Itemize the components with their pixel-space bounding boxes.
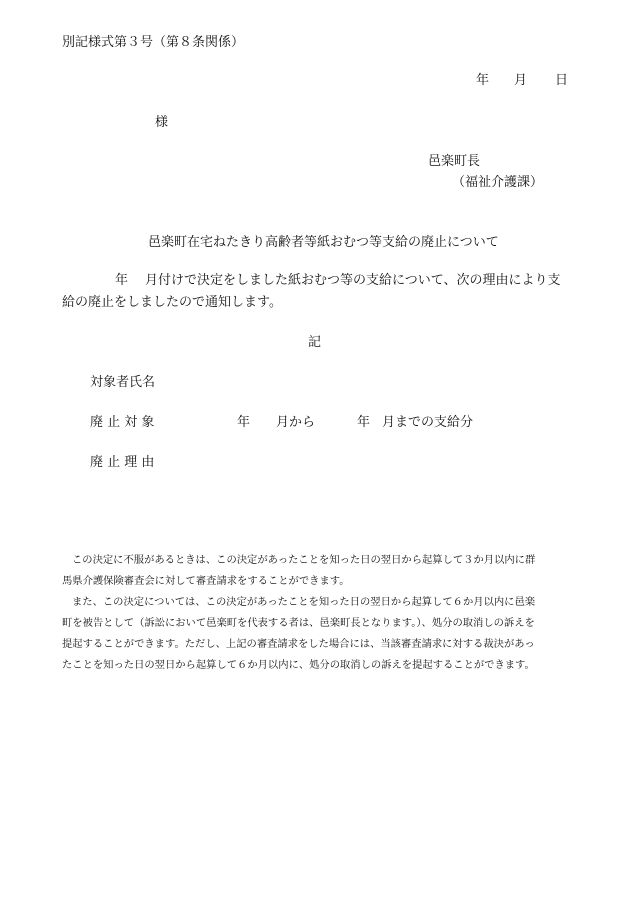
ki-mark: 記 bbox=[308, 335, 322, 350]
target-from-year: 年 bbox=[237, 415, 251, 430]
date-year: 年 bbox=[476, 73, 490, 88]
notice-para2-line4: たことを知った日の翌日から起算して６か月以内に、処分の取消しの訴えを提起することができます。 bbox=[62, 659, 535, 671]
notice-para2-line3: 提起することができます。ただし、上記の審査請求をした場合には、当該審査請求に対する裁決があっ bbox=[62, 638, 535, 650]
notice-para2-line1: また、この決定については、この決定があったことを知った日の翌日から起算して６か月以内に邑楽 bbox=[72, 596, 536, 608]
notice-para2-line2: 町を被告として（訴訟において邑楽町を代表する者は、邑楽町長となります。）、処分の取消しの訴えを bbox=[62, 617, 535, 629]
notice-para1-line1: この決定に不服があるときは、この決定があったことを知った日の翌日から起算して３か月以内に群 bbox=[72, 554, 536, 566]
document-title: 邑楽町在宅ねたきり高齢者等紙おむつ等支給の廃止について bbox=[148, 235, 499, 250]
abolition-reason-label: 廃 止 理 由 bbox=[90, 455, 155, 470]
issuer-department: （福祉介護課） bbox=[452, 175, 544, 190]
form-number: 別記様式第３号（第８条関係） bbox=[62, 35, 245, 50]
notice-para1-line2: 馬県介護保険審査会に対して審査請求をすることができます。 bbox=[62, 575, 350, 587]
target-until-month: 月までの支給分 bbox=[382, 415, 474, 430]
subject-name-label: 対象者氏名 bbox=[90, 375, 156, 390]
appeal-notice bbox=[62, 550, 574, 676]
date-day: 日 bbox=[555, 73, 569, 88]
body-line-2: 給の廃止をしましたので通知します。 bbox=[62, 295, 282, 310]
target-from-month: 月から bbox=[276, 415, 316, 430]
body-year: 年 bbox=[115, 273, 129, 288]
abolition-target-label: 廃 止 対 象 bbox=[90, 415, 155, 430]
issuer-title: 邑楽町長 bbox=[428, 154, 481, 169]
date-month: 月 bbox=[514, 73, 528, 88]
recipient-suffix: 様 bbox=[155, 115, 169, 130]
body-line-1: 月付けで決定をしました紙おむつ等の支給について、次の理由により支 bbox=[145, 273, 561, 288]
target-until-year: 年 bbox=[357, 415, 371, 430]
